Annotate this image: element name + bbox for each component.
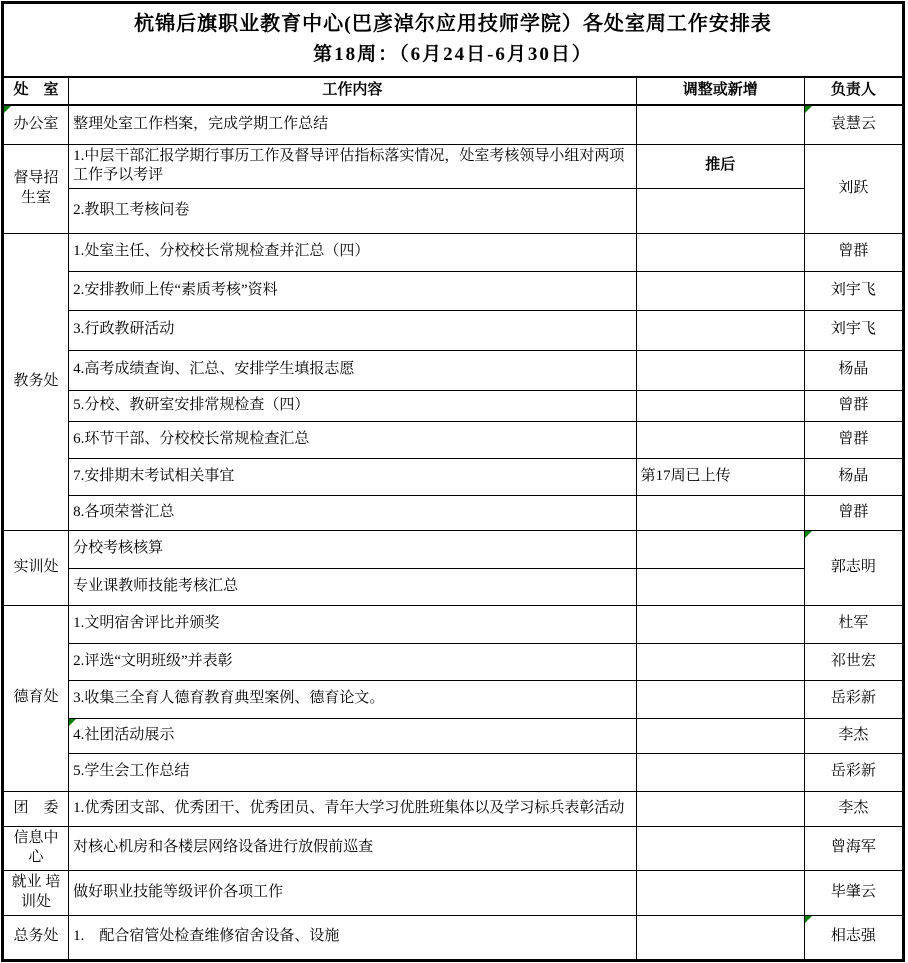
adjustment-cell: 第17周已上传: [636, 458, 804, 495]
table-row: [3, 870, 904, 915]
comment-marker-icon: [69, 719, 76, 726]
content-cell: 3.行政教研活动: [69, 310, 637, 350]
table-row: [3, 680, 904, 718]
dept-label: 办公室: [13, 116, 59, 132]
title-row: [3, 3, 904, 78]
adjustment-cell: [636, 188, 804, 233]
column-header-department: 处 室: [3, 77, 69, 105]
responsible-cell: [804, 530, 903, 605]
adjustment-cell: [636, 915, 804, 960]
adjustment-cell: [636, 718, 804, 753]
table-row: [3, 188, 904, 233]
adjustment-cell: [636, 753, 804, 791]
content-cell: 分校考核核算: [69, 530, 637, 568]
content-cell: 7.安排期末考试相关事宜: [69, 458, 637, 495]
dept-cell-jiaowuchu: 教务处: [3, 233, 69, 530]
table-row: [3, 144, 904, 188]
column-header-adjustment: 调整或新增: [636, 77, 804, 105]
column-header-content: 工作内容: [69, 77, 637, 105]
table-row: [3, 495, 904, 530]
comment-marker-icon: [805, 531, 812, 538]
content-cell: 5.分校、教研室安排常规检查（四）: [69, 390, 637, 421]
column-header-responsible: 负责人: [804, 77, 903, 105]
adjustment-cell: 推后: [636, 144, 804, 188]
page-title: [3, 3, 904, 78]
comment-marker-icon: [805, 916, 812, 923]
content-cell: 1.处室主任、分校校长常规检查并汇总（四）: [69, 233, 637, 271]
table-row: [3, 350, 904, 390]
content-text: 4.社团活动展示: [73, 726, 175, 743]
content-cell: 8.各项荣誉汇总: [69, 495, 637, 530]
dept-cell-jiuye-peixunchu: 就业 培训处: [3, 870, 69, 915]
dept-cell-shixunchu: 实训处: [3, 530, 69, 605]
table-row: [3, 390, 904, 421]
schedule-table: [1, 1, 905, 962]
content-cell: 3.收集三全育人德育教育典型案例、德育论文。: [69, 680, 637, 718]
table-row: [3, 530, 904, 568]
content-cell: 2.教职工考核问卷: [69, 188, 637, 233]
adjustment-cell: [636, 233, 804, 271]
table-row: [3, 718, 904, 753]
responsible-cell: 杜军: [804, 605, 903, 643]
dept-cell-duda-zhaosheng: 督导招生室: [3, 144, 69, 233]
table-row: [3, 915, 904, 960]
adjustment-cell: [636, 271, 804, 310]
responsible-name: 相志强: [830, 928, 876, 945]
adjustment-cell: [636, 826, 804, 870]
table-row: [3, 568, 904, 605]
comment-marker-icon: [4, 106, 11, 113]
table-row: [3, 643, 904, 680]
adjustment-cell: [636, 350, 804, 390]
content-cell: 4.高考成绩查询、汇总、安排学生填报志愿: [69, 350, 637, 390]
table-row: [3, 458, 904, 495]
dept-cell-xinxizhongxin: 信息中心: [3, 826, 69, 870]
responsible-cell: 曾群: [804, 390, 903, 421]
adjustment-cell: [636, 568, 804, 605]
table-row: [3, 753, 904, 791]
table-row: [3, 605, 904, 643]
table-row: [3, 421, 904, 458]
dept-cell-zongwuchu: 总务处: [3, 915, 69, 960]
content-cell: 1.中层干部汇报学期行事历工作及督导评估指标落实情况，处室考核领导小组对两项工作予以考评: [69, 144, 637, 188]
responsible-cell: 刘宇飞: [804, 271, 903, 310]
content-cell: 6.环节干部、分校校长常规检查汇总: [69, 421, 637, 458]
responsible-cell: 杨晶: [804, 350, 903, 390]
adjustment-cell: [636, 421, 804, 458]
content-cell: 整理处室工作档案，完成学期工作总结: [69, 105, 637, 144]
responsible-cell: [804, 105, 903, 144]
adjustment-cell: [636, 390, 804, 421]
table-row: [3, 105, 904, 144]
content-cell: 2.评选“文明班级”并表彰: [69, 643, 637, 680]
responsible-cell: 李杰: [804, 791, 903, 826]
responsible-cell: 毕肇云: [804, 870, 903, 915]
content-cell: 1.优秀团支部、优秀团干、优秀团员、青年大学习优胜班集体以及学习标兵表彰活动: [69, 791, 637, 826]
document-sheet: [1, 1, 905, 962]
responsible-cell: 杨晶: [804, 458, 903, 495]
responsible-name: 袁慧云: [830, 116, 876, 132]
content-cell: 1. 配合宿管处检查维修宿舍设备、设施: [69, 915, 637, 960]
adjustment-cell: [636, 643, 804, 680]
table-row: [3, 791, 904, 826]
comment-marker-icon: [805, 106, 812, 113]
adjustment-cell: [636, 791, 804, 826]
responsible-cell: 刘跃: [804, 144, 903, 233]
responsible-cell: 祁世宏: [804, 643, 903, 680]
table-row: [3, 271, 904, 310]
responsible-cell: 曾群: [804, 495, 903, 530]
dept-cell-deyuchu: 德育处: [3, 605, 69, 791]
title-line-2: 第18周：（6月24日-6月30日）: [313, 44, 593, 65]
adjustment-cell: [636, 310, 804, 350]
title-line-1: 杭锦后旗职业教育中心(巴彦淖尔应用技师学院）各处室周工作安排表: [134, 13, 772, 35]
responsible-cell: 曾海军: [804, 826, 903, 870]
table-row: [3, 233, 904, 271]
responsible-cell: 刘宇飞: [804, 310, 903, 350]
content-cell: 1.文明宿舍评比并颁奖: [69, 605, 637, 643]
content-cell: 做好职业技能等级评价各项工作: [69, 870, 637, 915]
responsible-name: 郭志明: [830, 558, 876, 575]
content-cell: 对核心机房和各楼层网络设备进行放假前巡查: [69, 826, 637, 870]
header-row: [3, 77, 904, 105]
adjustment-cell: [636, 605, 804, 643]
content-cell: 专业课教师技能考核汇总: [69, 568, 637, 605]
adjustment-cell: [636, 530, 804, 568]
content-cell: 5.学生会工作总结: [69, 753, 637, 791]
responsible-cell: 李杰: [804, 718, 903, 753]
dept-cell-tuanwei: 团 委: [3, 791, 69, 826]
responsible-cell: 曾群: [804, 233, 903, 271]
responsible-cell: 岳彩新: [804, 680, 903, 718]
content-cell: 2.安排教师上传“素质考核”资料: [69, 271, 637, 310]
dept-cell-bangongshi: [3, 105, 69, 144]
responsible-cell: 曾群: [804, 421, 903, 458]
responsible-cell: [804, 915, 903, 960]
table-row: [3, 826, 904, 870]
content-cell: [69, 718, 637, 753]
adjustment-cell: [636, 105, 804, 144]
adjustment-cell: [636, 870, 804, 915]
adjustment-cell: [636, 680, 804, 718]
responsible-cell: 岳彩新: [804, 753, 903, 791]
adjustment-cell: [636, 495, 804, 530]
table-row: [3, 310, 904, 350]
